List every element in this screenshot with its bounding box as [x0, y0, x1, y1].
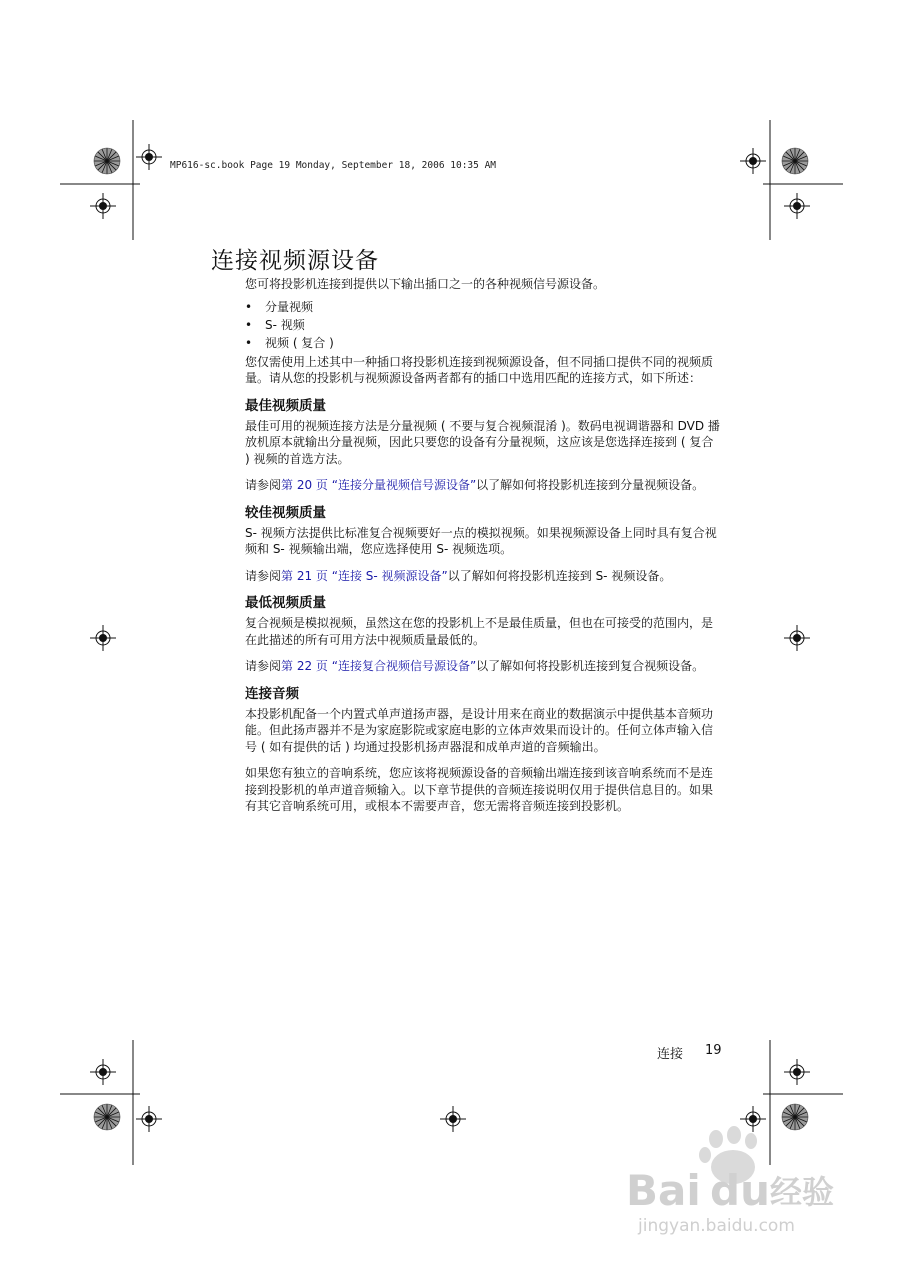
cross-reference-link[interactable]: 第 21 页 “连接 S- 视频源设备” — [281, 568, 448, 583]
ref-prefix: 请参阅 — [245, 659, 282, 673]
cross-reference — [245, 568, 721, 585]
svg-text:Bai: Bai — [626, 1166, 701, 1215]
audio-paragraph-2: 如果您有独立的音响系统，您应该将视频源设备的音频输出端连接到该音响系统而不是连接到投影机的单声道音频输入。以下章节提供的音频连接说明仅用于提供信息目的。如果有其它音响系统可用，或根本不需要声音，您无需将音频连接到投影机。 — [245, 766, 714, 813]
ref-prefix: 请参阅 — [245, 478, 282, 492]
cross-reference-link[interactable]: 第 20 页 “连接分量视频信号源设备” — [281, 478, 477, 492]
footer-page-number: 19 — [705, 1043, 722, 1058]
registration-mark-top-left-1 — [136, 144, 162, 170]
registration-mark-bottom-left-2 — [136, 1106, 162, 1132]
bullet-item: • S- 视频 — [245, 317, 721, 334]
bullet-item: • 视频 ( 复合 ) — [245, 335, 721, 352]
cross-reference-link[interactable]: 第 22 页 “连接复合视频信号源设备” — [281, 659, 477, 673]
section-body: 复合视频是模拟视频，虽然这在您的投影机上不是最佳质量，但也在可接受的范围内，是在此描述的所有可用方法中视频质量最低的。 — [245, 616, 714, 647]
cross-reference — [245, 477, 721, 494]
footer-section-name: 连接 — [657, 1047, 684, 1062]
section-heading: 最佳视频质量 — [245, 397, 326, 414]
registration-mark-bottom-right-2 — [784, 1059, 810, 1085]
baidu-jingyan-watermark — [618, 1125, 848, 1240]
ref-prefix: 请参阅 — [245, 568, 282, 583]
page-title: 连接视频源设备 — [211, 248, 379, 274]
section-heading: 最低视频质量 — [245, 595, 326, 611]
main-content — [245, 276, 721, 825]
registration-mark-bottom-center — [440, 1106, 466, 1132]
svg-text:du: du — [710, 1166, 770, 1215]
star-mark-top-right — [782, 148, 808, 174]
ref-suffix: 以了解如何将投影机连接到分量视频设备。 — [476, 478, 705, 492]
bullet-list — [245, 299, 721, 352]
ref-suffix: 以了解如何将投影机连接到复合视频设备。 — [476, 659, 705, 673]
audio-heading: 连接音频 — [245, 685, 299, 702]
star-mark-top-left — [94, 148, 120, 174]
registration-mark-bottom-left-1 — [90, 1059, 116, 1085]
section-body: S- 视频方法提供比标准复合视频要好一点的模拟视频。如果视频源设备上同时具有复合视频和 S- 视频输出端，您应选择使用 S- 视频选项。 — [245, 525, 717, 556]
intro-paragraph-2: 您仅需使用上述其中一种插口将投影机连接到视频源设备，但不同插口提供不同的视频质量。请从您的投影机与视频源设备两者都有的插口中选用匹配的连接方式，如下所述： — [245, 354, 714, 385]
section-heading: 较佳视频质量 — [245, 504, 326, 521]
audio-paragraph-1: 本投影机配备一个内置式单声道扬声器，是设计用来在商业的数据演示中提供基本音频功能。但此扬声器并不是为家庭影院或家庭电影的立体声效果而设计的。任何立体声输入信号 ( 如有提供的话 ) 均通过投影机扬声器混和成单声道的音频输出。 — [245, 706, 714, 754]
cross-reference — [245, 658, 721, 675]
svg-text:经验: 经验 — [770, 1173, 835, 1211]
print-header: MP616-sc.book Page 19 Monday, September 18, 2006 10:35 AM — [170, 160, 497, 171]
registration-mark-mid-left — [90, 625, 116, 651]
registration-mark-top-right-1 — [740, 148, 766, 174]
registration-mark-mid-right — [784, 625, 810, 651]
ref-suffix: 以了解如何将投影机连接到 S- 视频设备。 — [447, 568, 672, 583]
bullet-item: • 分量视频 — [245, 299, 721, 316]
registration-mark-top-left-2 — [90, 193, 116, 219]
svg-text:jingyan.baidu.com: jingyan.baidu.com — [638, 1216, 795, 1236]
registration-mark-top-right-2 — [784, 193, 810, 219]
section-body: 最佳可用的视频连接方法是分量视频 ( 不要与复合视频混淆 )。数码电视调谐器和 DVD 播放机原本就输出分量视频，因此只要您的设备有分量视频，这应该是您选择连接到 ( 复合 ) 视频的首选方法。 — [245, 418, 720, 466]
star-mark-bottom-left — [94, 1104, 120, 1130]
intro-paragraph: 您可将投影机连接到提供以下输出插口之一的各种视频信号源设备。 — [245, 277, 606, 291]
